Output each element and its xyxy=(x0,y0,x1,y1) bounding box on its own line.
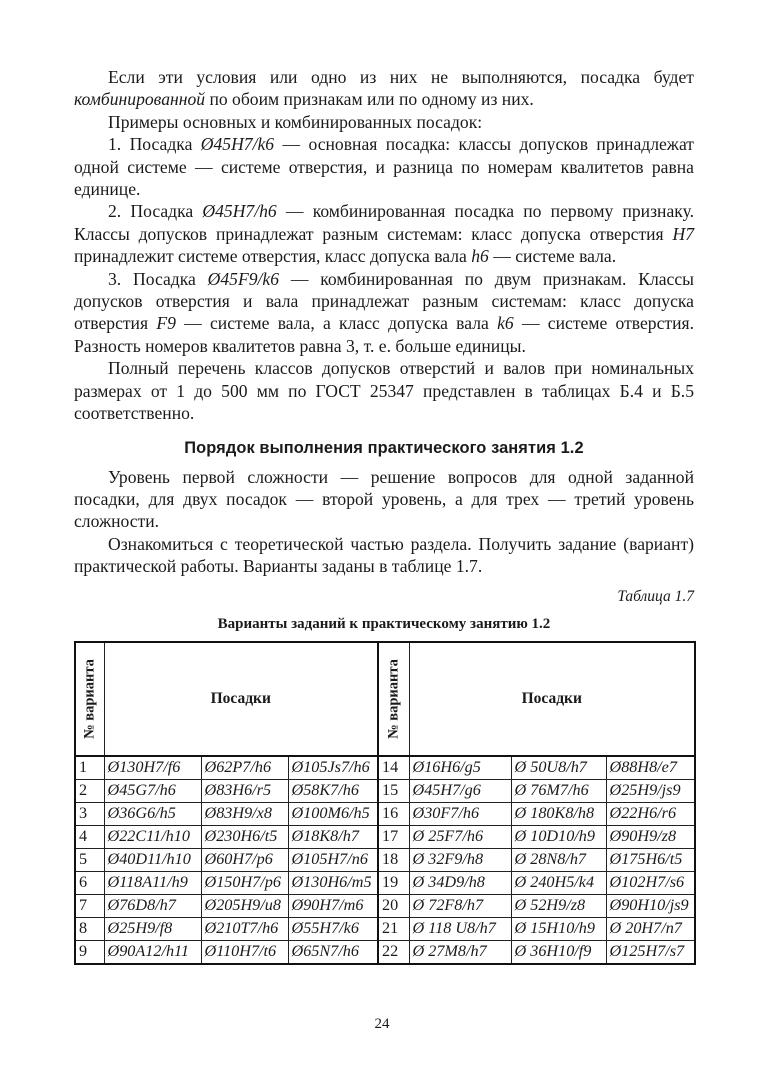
table-row xyxy=(75,802,695,825)
text-run: по обоим признакам или по одному из них. xyxy=(205,89,534,110)
fit-cell: Ø36G6/h5 xyxy=(104,802,201,825)
table-number: Таблица 1.7 xyxy=(617,587,694,605)
fit-cell: Ø65N7/h6 xyxy=(288,940,378,964)
variant-number: 6 xyxy=(75,871,104,894)
section-heading: Порядок выполнения практического занятия 1.2 xyxy=(184,438,584,457)
table-row xyxy=(75,894,695,917)
fit-cell: Ø76D8/h7 xyxy=(104,894,201,917)
italic-term: H7 xyxy=(672,223,694,244)
variant-number: 5 xyxy=(75,848,104,871)
variant-number: 1 xyxy=(75,756,104,780)
text-run: 3. Посадка xyxy=(108,268,208,289)
table-row xyxy=(75,848,695,871)
italic-term: Ø45F9/k6 xyxy=(207,268,280,289)
variant-number: 16 xyxy=(378,802,409,825)
table-row xyxy=(75,917,695,940)
text-run: Примеры основных и комбинированных посадок: xyxy=(108,111,483,132)
variant-number-header-right: № варианта xyxy=(378,642,409,756)
table-caption: Варианты заданий к практическому занятию 1.2 xyxy=(217,615,551,632)
table-row xyxy=(75,779,695,802)
variant-number: 15 xyxy=(378,779,409,802)
fit-cell: Ø130H6/m5 xyxy=(288,871,378,894)
fit-cell: Ø90H9/z8 xyxy=(606,825,695,848)
variant-number: 14 xyxy=(378,756,409,780)
text-run: — системе отверстия. Разность номеров квалитетов равна 3, т. е. больше единицы. xyxy=(74,313,694,356)
fit-cell: Ø58K7/h6 xyxy=(288,779,378,802)
text-run: — системе вала. xyxy=(488,246,617,267)
fit-cell: Ø 76M7/h6 xyxy=(511,779,606,802)
variant-number: 4 xyxy=(75,825,104,848)
fit-cell: Ø88H8/e7 xyxy=(606,756,695,780)
fits-header-right: Посадки xyxy=(409,642,695,756)
variants-table xyxy=(74,641,696,965)
fit-cell: Ø 118 U8/h7 xyxy=(409,917,511,940)
fit-cell: Ø40D11/h10 xyxy=(104,848,201,871)
paragraph xyxy=(74,66,694,111)
text-run: Полный перечень классов допусков отверстий и валов при номинальных размерах от 1 до 500 мм по ГОСТ 25347 представлен в таблицах Б.4 и Б.5 соответственно. xyxy=(74,358,694,424)
fit-cell: Ø110H7/t6 xyxy=(201,940,288,964)
fit-cell: Ø 34D9/h8 xyxy=(409,871,511,894)
fit-cell: Ø22H6/r6 xyxy=(606,802,695,825)
paragraph-complexity-levels: Уровень первой сложности — решение вопросов для одной заданной посадки, для двух посадок — второй уровень, а для трех — третий уровень сложности. xyxy=(74,466,694,532)
fit-cell: Ø 15H10/h9 xyxy=(511,917,606,940)
fit-cell: Ø18K8/h7 xyxy=(288,825,378,848)
fit-cell: Ø105H7/n6 xyxy=(288,848,378,871)
fit-cell: Ø 50U8/h7 xyxy=(511,756,606,780)
table-header-row xyxy=(75,642,695,756)
fit-cell: Ø125H7/s7 xyxy=(606,940,695,964)
italic-term: Ø45H7/h6 xyxy=(202,201,277,222)
table-row xyxy=(75,940,695,964)
fit-cell: Ø45G7/h6 xyxy=(104,779,201,802)
fit-cell: Ø 10D10/h9 xyxy=(511,825,606,848)
paragraph xyxy=(74,357,694,424)
fits-header: Посадки xyxy=(104,642,378,756)
variant-number: 18 xyxy=(378,848,409,871)
italic-term: Ø45H7/k6 xyxy=(200,134,275,155)
table-row xyxy=(75,756,695,780)
fit-cell: Ø22C11/h10 xyxy=(104,825,201,848)
italic-term: h6 xyxy=(471,246,489,267)
document-page xyxy=(74,66,694,965)
fit-cell: Ø90H10/js9 xyxy=(606,894,695,917)
variant-number: 8 xyxy=(75,917,104,940)
fit-cell: Ø105Js7/h6 xyxy=(288,756,378,780)
text-run: — комбинированная посадка по первому признаку. Классы допусков принадлежат разным системам: класс допуска отверстия xyxy=(74,201,694,244)
fit-cell: Ø90A12/h11 xyxy=(104,940,201,964)
text-run: 1. Посадка xyxy=(108,134,201,155)
variant-number: 22 xyxy=(378,940,409,964)
text-run: — основная посадка: классы допусков принадлежат одной системе — системе отверстия, и разница по номерам квалитетов равна единице. xyxy=(74,134,694,200)
paragraph xyxy=(74,111,694,133)
text-run: — системе вала, а класс допуска вала xyxy=(175,313,498,334)
table-row xyxy=(75,825,695,848)
variant-number: 20 xyxy=(378,894,409,917)
fit-cell: Ø 27M8/h7 xyxy=(409,940,511,964)
text-run: принадлежит системе отверстия, класс допуска вала xyxy=(74,246,472,267)
italic-term: комбинированной xyxy=(74,89,206,110)
fit-cell: Ø205H9/u8 xyxy=(201,894,288,917)
fit-cell: Ø 32F9/h8 xyxy=(409,848,511,871)
fit-cell: Ø 25F7/h6 xyxy=(409,825,511,848)
variant-number: 7 xyxy=(75,894,104,917)
fit-cell: Ø45H7/g6 xyxy=(409,779,511,802)
variant-number-header: № варианта xyxy=(75,642,104,756)
paragraph xyxy=(74,200,694,267)
fit-cell: Ø62P7/h6 xyxy=(201,756,288,780)
fit-cell: Ø60H7/p6 xyxy=(201,848,288,871)
variant-number: 2 xyxy=(75,779,104,802)
fit-cell: Ø230H6/t5 xyxy=(201,825,288,848)
fit-cell: Ø 240H5/k4 xyxy=(511,871,606,894)
italic-term: F9 xyxy=(156,313,176,334)
fit-cell: Ø 52H9/z8 xyxy=(511,894,606,917)
fit-cell: Ø 20H7/n7 xyxy=(606,917,695,940)
fit-cell: Ø25H9/js9 xyxy=(606,779,695,802)
fit-cell: Ø100M6/h5 xyxy=(288,802,378,825)
fit-cell: Ø55H7/k6 xyxy=(288,917,378,940)
fit-cell: Ø30F7/h6 xyxy=(409,802,511,825)
text-run: 2. Посадка xyxy=(108,201,203,222)
fit-cell: Ø130H7/f6 xyxy=(104,756,201,780)
fit-cell: Ø 180K8/h8 xyxy=(511,802,606,825)
fit-cell: Ø 72F8/h7 xyxy=(409,894,511,917)
paragraph xyxy=(74,133,694,200)
fit-cell: Ø 28N8/h7 xyxy=(511,848,606,871)
text-run: — комбинированная по двум признакам. Классы допусков отверстия и вала принадлежат разным системам: класс допуска отверстия xyxy=(74,268,694,334)
variant-number: 3 xyxy=(75,802,104,825)
intro-text xyxy=(74,66,694,425)
fit-cell: Ø118A11/h9 xyxy=(104,871,201,894)
paragraph xyxy=(74,268,694,358)
fit-cell: Ø90H7/m6 xyxy=(288,894,378,917)
variant-number: 21 xyxy=(378,917,409,940)
fit-cell: Ø210T7/h6 xyxy=(201,917,288,940)
variant-number: 19 xyxy=(378,871,409,894)
fit-cell: Ø150H7/p6 xyxy=(201,871,288,894)
variant-number: 9 xyxy=(75,940,104,964)
fit-cell: Ø102H7/s6 xyxy=(606,871,695,894)
fit-cell: Ø83H6/r5 xyxy=(201,779,288,802)
fit-cell: Ø83H9/x8 xyxy=(201,802,288,825)
fit-cell: Ø16H6/g5 xyxy=(409,756,511,780)
text-run: Если эти условия или одно из них не выполняются, посадка будет xyxy=(108,67,694,87)
fit-cell: Ø 36H10/f9 xyxy=(511,940,606,964)
variant-number: 17 xyxy=(378,825,409,848)
page-number: 24 xyxy=(374,1016,390,1032)
paragraph-instructions: Ознакомиться с теоретической частью раздела. Получить задание (вариант) практической работы. Варианты заданы в таблице 1.7. xyxy=(74,533,694,577)
fit-cell: Ø25H9/f8 xyxy=(104,917,201,940)
table-row xyxy=(75,871,695,894)
fit-cell: Ø175H6/t5 xyxy=(606,848,695,871)
italic-term: k6 xyxy=(497,313,514,334)
